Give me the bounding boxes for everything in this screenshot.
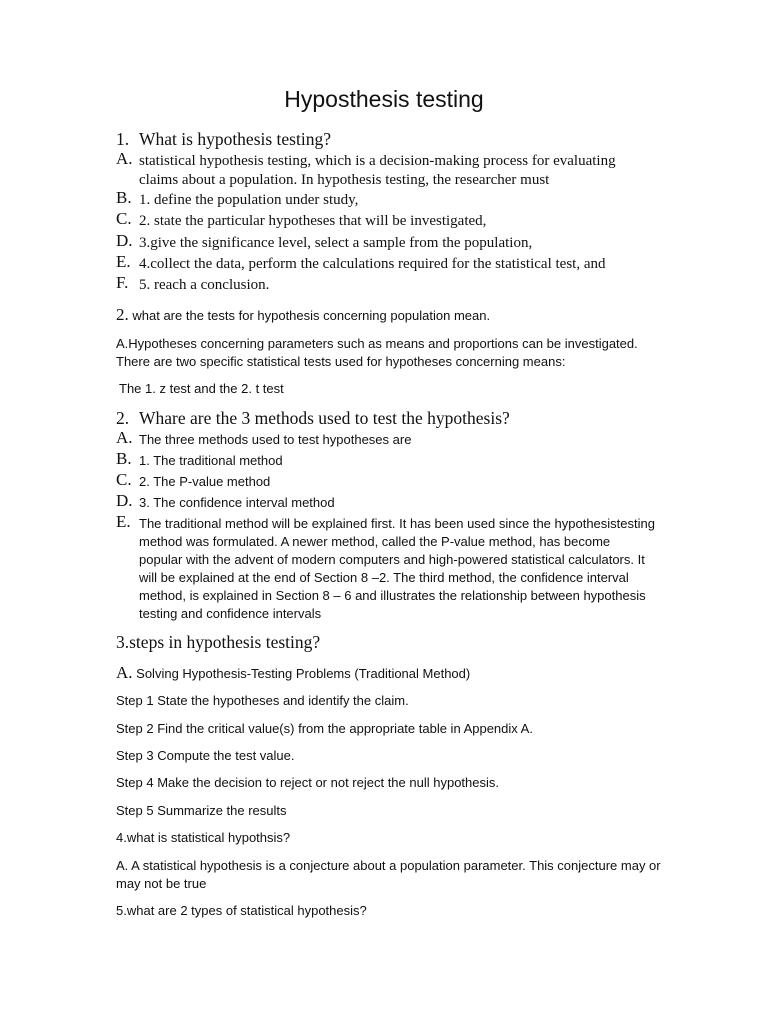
list-item-text: 2. The P-value method [139, 474, 271, 489]
step-3: Step 3 Compute the test value. [116, 748, 295, 763]
list-item-text: 3. The confidence interval method [139, 495, 335, 510]
list-item [116, 512, 656, 623]
question-3: 3.steps in hypothesis testing? [116, 632, 321, 652]
list-marker: E. [116, 512, 131, 531]
tests-line: The 1. z test and the 2. t test [119, 381, 284, 396]
step-1: Step 1 State the hypotheses and identify the claim. [116, 693, 409, 708]
list-marker: A. [116, 663, 133, 682]
question-4: 4.what is statistical hypothsis? [116, 830, 291, 845]
list-item-text: statistical hypothesis testing, which is a decision-making process for evaluating claims about a population. In hypothesis testing, the researcher must [139, 153, 616, 188]
question-number: 1. [116, 129, 130, 149]
list-marker: A. [116, 428, 133, 447]
list-item [116, 231, 656, 253]
list-item-text: 3.give the significance level, select a sample from the population, [139, 235, 533, 251]
question-number: 2. [116, 408, 130, 428]
list-marker: A. [116, 149, 133, 168]
list-item [116, 449, 656, 470]
question-number: 2. [116, 305, 129, 324]
list-item [116, 273, 656, 295]
list-marker: F. [116, 273, 129, 292]
question-4-answer: A. A statistical hypothesis is a conjecture about a population parameter. This conjecture may or may not be true [116, 858, 661, 891]
list-marker: D. [116, 491, 133, 510]
question-text: What is hypothesis testing? [139, 129, 331, 149]
question-text: Whare are the 3 methods used to test the hypothesis? [139, 408, 510, 428]
list-item [116, 428, 656, 449]
list-marker: E. [116, 252, 131, 271]
list-item-text: 1. The traditional method [139, 453, 283, 468]
list-item [116, 188, 656, 210]
answer-text: Solving Hypothesis-Testing Problems (Traditional Method) [136, 666, 471, 681]
list-item-text: The three methods used to test hypotheses are [139, 432, 412, 447]
question-text: what are the tests for hypothesis concerning population mean. [132, 308, 491, 323]
list-item [116, 209, 656, 231]
list-marker: D. [116, 231, 133, 250]
question-5: 5.what are 2 types of statistical hypothesis? [116, 903, 367, 918]
list-marker: C. [116, 209, 132, 228]
document-title: Hyposthesis testing [284, 86, 484, 112]
step-2: Step 2 Find the critical value(s) from the appropriate table in Appendix A. [116, 721, 533, 736]
question-3-answer [116, 663, 470, 683]
question-2-tests [116, 305, 490, 325]
answer-paragraph: A.Hypotheses concerning parameters such as means and proportions can be investigated. There are two specific statistical tests used for hypotheses concerning means: [116, 336, 638, 369]
list-marker: B. [116, 188, 132, 207]
list-item-text: 2. state the particular hypotheses that will be investigated, [139, 213, 487, 229]
question-2-methods [116, 408, 510, 429]
list-item [116, 149, 656, 190]
step-4: Step 4 Make the decision to reject or not reject the null hypothesis. [116, 775, 499, 790]
question-1 [116, 129, 331, 150]
list-item-text: 1. define the population under study, [139, 192, 359, 208]
list-item-text: 5. reach a conclusion. [139, 277, 270, 293]
list-item-text: The traditional method will be explained first. It has been used since the hypothesistesting method was formulated. A newer method, called the P-value method, has become popular with the advent of modern computers and high-powered statistical calculators. It will be explained at the end of Section 8 –2. The third method, the confidence interval method, is explained in Section 8 – 6 and illustrates the relationship between hypothesis testing and confidence intervals [139, 516, 655, 621]
list-marker: B. [116, 449, 132, 468]
list-marker: C. [116, 470, 132, 489]
list-item [116, 252, 656, 274]
list-item-text: 4.collect the data, perform the calculations required for the statistical test, and [139, 256, 606, 272]
list-item [116, 491, 656, 512]
list-item [116, 470, 656, 491]
step-5: Step 5 Summarize the results [116, 803, 287, 818]
